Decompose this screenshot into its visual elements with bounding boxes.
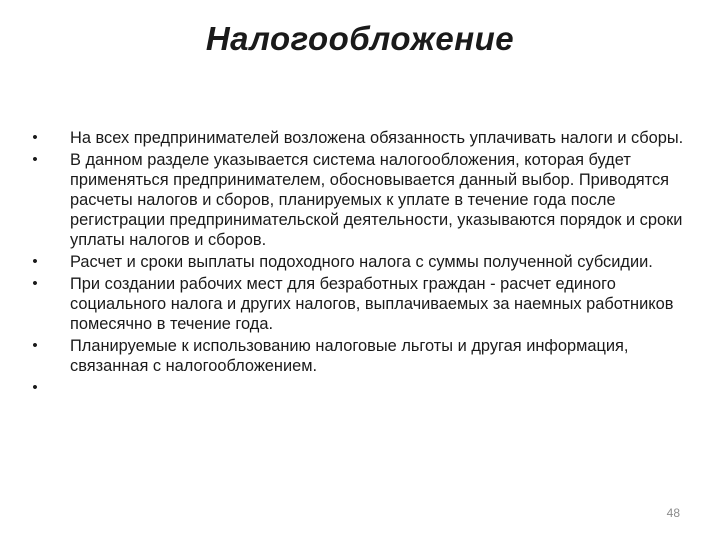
bullet-item [28,274,688,334]
bullet-item [28,336,688,376]
bullet-text: В данном разделе указывается система налогообложения, которая будет применяться предпринимателем, обосновывается данный выбор. Приводятся расчеты налогов и сборов, планируемых к уплате в течение года после регистрации предпринимательской деятельности, указываются порядок и сроки уплаты налогов и сборов. [70,151,683,249]
bullet-item [28,150,688,250]
bullet-text: Расчет и сроки выплаты подоходного налога с суммы полученной субсидии. [70,253,653,271]
bullet-item [28,128,688,148]
bullet-text: Планируемые к использованию налоговые льготы и другая информация, связанная с налогообложением. [70,337,629,375]
bullet-text: При создании рабочих мест для безработных граждан - расчет единого социального налога и других налогов, выплачиваемых за наемных работников помесячно в течение года. [70,275,674,333]
bullet-dot-icon: • [32,379,38,396]
bullet-dot-icon: • [32,275,38,292]
page-number: 48 [666,506,680,520]
bullet-dot-icon: • [32,151,38,168]
bullet-dot-icon: • [32,337,38,354]
slide-title: Налогообложение [205,20,515,57]
bullet-dot-icon: • [32,253,38,270]
bullet-item [28,252,688,272]
bullet-dot-icon: • [32,129,38,146]
bullet-text: На всех предпринимателей возложена обязанность уплачивать налоги и сборы. [70,129,684,147]
bullet-list [28,128,688,396]
